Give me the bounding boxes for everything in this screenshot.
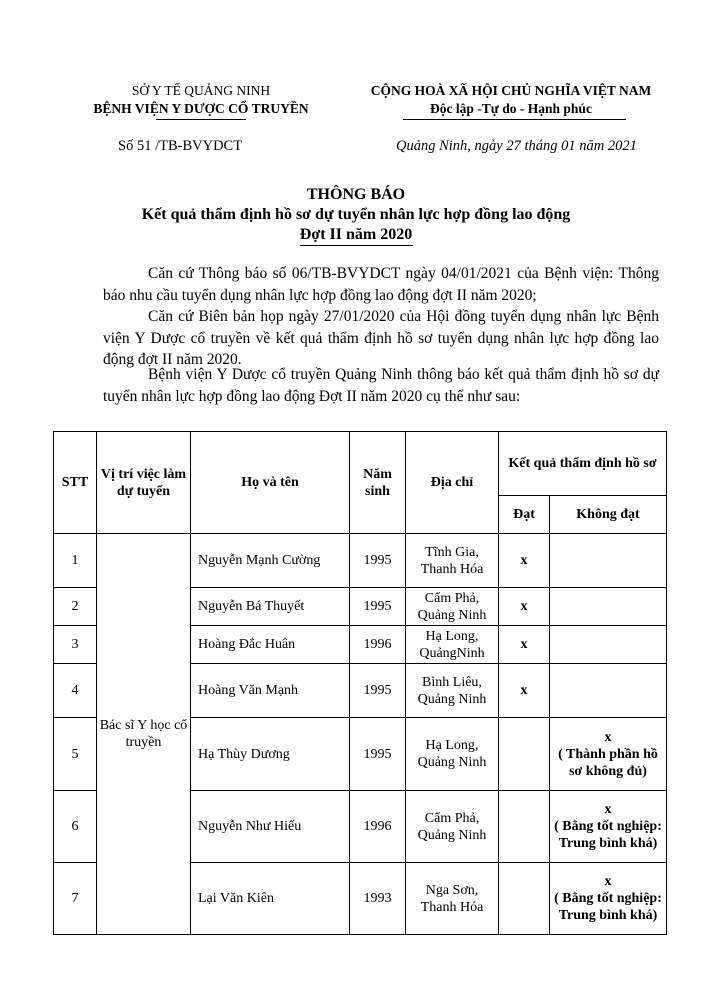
row-pass: [499, 791, 550, 863]
document-number: Số 51 /TB-BVYDCT: [118, 138, 243, 154]
row-year: 1995: [350, 718, 406, 791]
row-pass: x: [499, 588, 550, 626]
nation-title: CỘNG HOÀ XÃ HỘI CHỦ NGHĨA VIỆT NAM: [370, 83, 652, 98]
row-address: Cẩm Phả, Quảng Ninh: [406, 588, 499, 626]
row-pass: [499, 863, 550, 935]
paragraph-2-text: Căn cứ Biên bản họp ngày 27/01/2020 của Hội đồng tuyển dụng nhân lực Bệnh viện Y Dược cổ truyền về kết quả thẩm định hồ sơ tuyển dụng nhân lực hợp đồng lao động đợt II năm 2020.: [103, 308, 659, 368]
fail-reason: ( Bằng tốt nghiệp: Trung bình khá): [554, 891, 662, 923]
row-stt: 1: [54, 534, 97, 588]
fail-mark: x: [604, 874, 612, 889]
header-position: Vị trí việc làm dự tuyển: [97, 432, 191, 534]
row-fail: [550, 626, 667, 664]
motto-underline: [403, 119, 626, 120]
notice-round: Đợt II năm 2020: [299, 226, 413, 243]
header-fail: Không đạt: [550, 496, 667, 534]
header-pass: Đạt: [499, 496, 550, 534]
row-year: 1995: [350, 664, 406, 718]
hospital-underline: [156, 119, 246, 120]
row-pass: x: [499, 626, 550, 664]
notice-subtitle: Kết quả thẩm định hồ sơ dự tuyển nhân lực hợp đồng lao động: [141, 206, 571, 223]
row-address: Nga Sơn, Thanh Hóa: [406, 863, 499, 935]
row-fail: [550, 588, 667, 626]
row-name: Nguyễn Mạnh Cường: [191, 534, 350, 588]
row-address: Cẩm Phả, Quảng Ninh: [406, 791, 499, 863]
paragraph-2: [103, 306, 659, 371]
hospital-name: BỆNH VIỆN Y DƯỢC CỔ TRUYỀN: [93, 101, 309, 116]
row-name: Hoàng Văn Mạnh: [191, 664, 350, 718]
row-pass: x: [499, 664, 550, 718]
row-address: Tĩnh Gia, Thanh Hóa: [406, 534, 499, 588]
row-year: 1995: [350, 534, 406, 588]
paragraph-3-text: Bệnh viện Y Dược cổ truyền Quảng Ninh thông báo kết quả thẩm định hồ sơ dự tuyển nhân lực hợp đồng lao động Đợt II năm 2020 cụ thể như sau:: [103, 366, 659, 405]
row-stt: 7: [54, 863, 97, 935]
row-year: 1995: [350, 588, 406, 626]
row-pass: x: [499, 534, 550, 588]
table-row: [54, 534, 667, 588]
row-fail: [550, 664, 667, 718]
row-name: Hoàng Đắc Huân: [191, 626, 350, 664]
row-name: Nguyễn Bá Thuyết: [191, 588, 350, 626]
position-cell: Bác sĩ Y học cổ truyền: [97, 534, 191, 935]
row-stt: 4: [54, 664, 97, 718]
row-address: Hạ Long, QuảngNinh: [406, 626, 499, 664]
department-name: SỞ Y TẾ QUẢNG NINH: [131, 83, 271, 98]
row-stt: 3: [54, 626, 97, 664]
row-stt: 2: [54, 588, 97, 626]
fail-reason: ( Thành phần hồ sơ không đủ): [558, 746, 658, 779]
header-name: Họ và tên: [191, 432, 350, 534]
row-fail: [550, 718, 667, 791]
row-address: Bình Liêu, Quảng Ninh: [406, 664, 499, 718]
row-fail: [550, 863, 667, 935]
header-year: Năm sinh: [350, 432, 406, 534]
row-name: Nguyễn Như Hiếu: [191, 791, 350, 863]
header-stt: STT: [54, 432, 97, 534]
row-stt: 6: [54, 791, 97, 863]
row-year: 1996: [350, 791, 406, 863]
row-name: Hạ Thùy Dương: [191, 718, 350, 791]
fail-reason: ( Bằng tốt nghiệp: Trung bình khá): [554, 819, 662, 851]
paragraph-1: [103, 263, 659, 306]
fail-mark: x: [604, 802, 612, 817]
notice-title: THÔNG BÁO: [306, 186, 406, 203]
row-name: Lại Văn Kiên: [191, 863, 350, 935]
row-pass: [499, 718, 550, 791]
round-underline: [300, 245, 413, 246]
row-stt: 5: [54, 718, 97, 791]
fail-mark: x: [604, 729, 612, 745]
row-fail: [550, 534, 667, 588]
header-address: Địa chỉ: [406, 432, 499, 534]
results-table: [53, 431, 667, 935]
paragraph-1-text: Căn cứ Thông báo số 06/TB-BVYDCT ngày 04/01/2021 của Bệnh viện: Thông báo nhu cầu tuyển dụng nhân lực hợp đồng lao động đợt II năm 2020;: [103, 265, 659, 304]
row-address: Hạ Long, Quảng Ninh: [406, 718, 499, 791]
row-fail: [550, 791, 667, 863]
national-motto: Độc lập -Tự do - Hạnh phúc: [430, 101, 592, 116]
header-result: Kết quả thẩm định hồ sơ: [499, 432, 667, 496]
row-year: 1993: [350, 863, 406, 935]
document-date: Quảng Ninh, ngày 27 tháng 01 năm 2021: [396, 138, 637, 154]
paragraph-3: [103, 364, 659, 407]
row-year: 1996: [350, 626, 406, 664]
